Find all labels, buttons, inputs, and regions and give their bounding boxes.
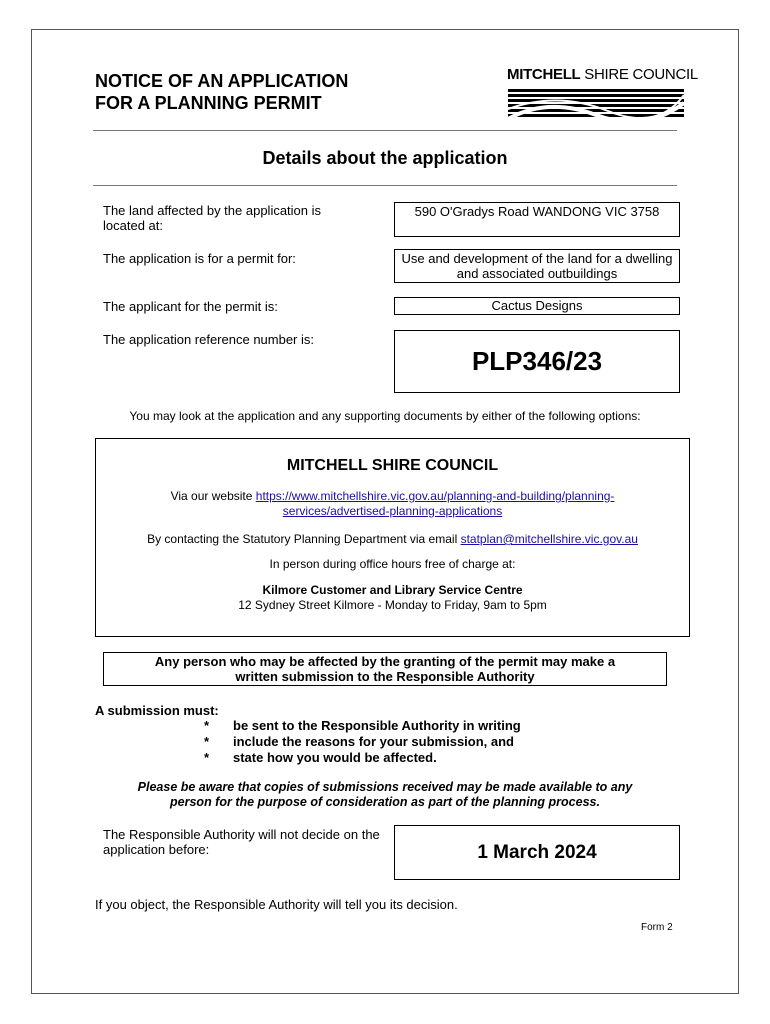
objection-text: If you object, the Responsible Authority will tell you its decision. <box>95 897 458 912</box>
page-title: NOTICE OF AN APPLICATION FOR A PLANNING PERMIT <box>95 71 349 113</box>
privacy-notice: Please be aware that copies of submissions received may be made available to any person for the purpose of consideration as part of the planning process. <box>137 780 633 809</box>
reference-label: The application reference number is: <box>103 332 315 347</box>
affected-notice-box: Any person who may be affected by the granting of the permit may make a written submission to the Responsible Authority <box>103 652 667 686</box>
list-item: * include the reasons for your submission, and <box>204 734 514 749</box>
land-value: 590 O'Gradys Road WANDONG VIC 3758 <box>394 202 680 237</box>
council-logo-icon <box>508 89 684 121</box>
centre-address: 12 Sydney Street Kilmore - Monday to Friday, 9am to 5pm <box>238 598 547 612</box>
email-link[interactable]: statplan@mitchellshire.vic.gov.au <box>460 532 638 546</box>
website-line: Via our website https://www.mitchellshire.vic.gov.au/planning-and-building/planning- services/advertised-planning-applications <box>170 489 615 518</box>
council-logo-text: MITCHELL SHIRE COUNCIL <box>507 66 698 83</box>
permit-label: The application is for a permit for: <box>103 251 296 266</box>
email-line: By contacting the Statutory Planning Department via email statplan@mitchellshire.vic.gov.au <box>147 532 638 546</box>
header-divider <box>93 130 677 131</box>
submission-list <box>204 718 521 766</box>
applicant-label: The applicant for the permit is: <box>103 299 278 314</box>
land-label: The land affected by the application is located at: <box>103 203 322 233</box>
council-info-box <box>95 438 690 637</box>
submission-intro: A submission must: <box>95 703 219 718</box>
website-link-continued[interactable]: services/advertised-planning-applications <box>282 504 503 518</box>
list-item: * be sent to the Responsible Authority in writing <box>204 718 521 733</box>
heading-divider <box>93 185 677 186</box>
applicant-value: Cactus Designs <box>394 297 680 315</box>
section-heading: Details about the application <box>262 148 508 168</box>
form-number: Form 2 <box>641 922 673 933</box>
decide-label: The Responsible Authority will not decide on the application before: <box>103 827 380 857</box>
reference-number: PLP346/23 <box>394 330 680 393</box>
decide-date: 1 March 2024 <box>394 825 680 880</box>
centre-name: Kilmore Customer and Library Service Centre <box>262 583 523 597</box>
list-item: * state how you would be affected. <box>204 750 437 765</box>
look-intro: You may look at the application and any supporting documents by either of the following options: <box>129 409 641 423</box>
permit-value: Use and development of the land for a dwelling and associated outbuildings <box>394 249 680 283</box>
council-box-title: MITCHELL SHIRE COUNCIL <box>286 457 499 474</box>
in-person-text: In person during office hours free of charge at: <box>269 557 516 571</box>
website-link[interactable]: https://www.mitchellshire.vic.gov.au/planning-and-building/planning- <box>255 489 615 503</box>
